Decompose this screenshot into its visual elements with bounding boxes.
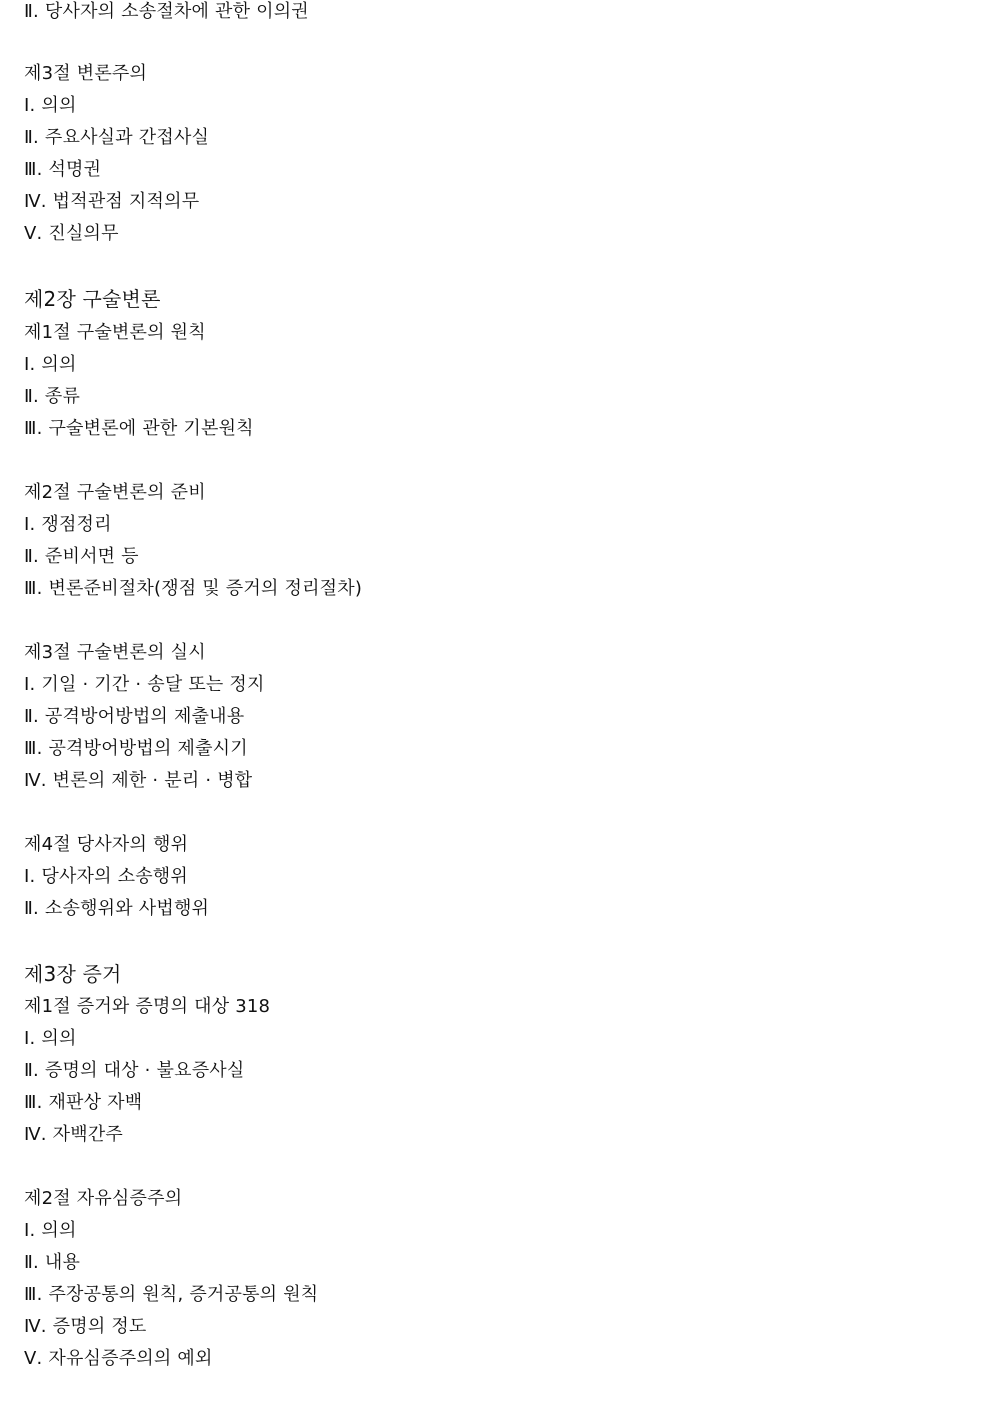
toc-item: Ⅱ. 공격방어방법의 제출내용 <box>24 706 245 727</box>
toc-item: Ⅲ. 재판상 자백 <box>24 1092 143 1113</box>
toc-item: Ⅳ. 증명의 정도 <box>24 1316 147 1337</box>
toc-item: Ⅱ. 준비서면 등 <box>24 546 139 567</box>
section-heading: 제1절 증거와 증명의 대상 318 <box>24 996 271 1017</box>
toc-item: Ⅲ. 변론준비절차(쟁점 및 증거의 정리절차) <box>24 578 363 599</box>
toc-item: Ⅰ. 기일 · 기간 · 송달 또는 정지 <box>24 674 265 695</box>
section-heading: 제2절 구술변론의 준비 <box>24 482 206 503</box>
toc-item: Ⅱ. 당사자의 소송절차에 관한 이의권 <box>24 1 309 22</box>
toc-item: Ⅳ. 자백간주 <box>24 1124 124 1145</box>
section-heading: 제4절 당사자의 행위 <box>24 834 189 855</box>
toc-item: Ⅲ. 석명권 <box>24 159 102 180</box>
section-heading: 제3절 구술변론의 실시 <box>24 642 206 663</box>
section-heading: 제2절 자유심증주의 <box>24 1188 183 1209</box>
toc-item: Ⅱ. 소송행위와 사법행위 <box>24 898 210 919</box>
toc-item: Ⅱ. 종류 <box>24 386 81 407</box>
toc-item: Ⅰ. 의의 <box>24 354 77 375</box>
toc-item: Ⅰ. 의의 <box>24 1220 77 1241</box>
chapter-heading: 제3장 증거 <box>24 962 122 986</box>
toc-item: Ⅲ. 구술변론에 관한 기본원칙 <box>24 418 254 439</box>
toc-item: Ⅰ. 의의 <box>24 1028 77 1049</box>
toc-item: Ⅱ. 내용 <box>24 1252 81 1273</box>
toc-item: Ⅳ. 변론의 제한 · 분리 · 병합 <box>24 770 253 791</box>
toc-item: Ⅰ. 의의 <box>24 95 77 116</box>
toc-item: Ⅴ. 진실의무 <box>24 223 119 244</box>
section-heading: 제1절 구술변론의 원칙 <box>24 322 206 343</box>
toc-item: Ⅰ. 쟁점정리 <box>24 514 112 535</box>
toc-item: Ⅰ. 당사자의 소송행위 <box>24 866 188 887</box>
toc-item: Ⅲ. 주장공통의 원칙, 증거공통의 원칙 <box>24 1284 319 1305</box>
toc-item: Ⅱ. 주요사실과 간접사실 <box>24 127 210 148</box>
section-heading: 제3절 변론주의 <box>24 63 148 84</box>
toc-item: Ⅳ. 법적관점 지적의무 <box>24 191 200 212</box>
chapter-heading: 제2장 구술변론 <box>24 287 161 311</box>
toc-item: Ⅱ. 증명의 대상 · 불요증사실 <box>24 1060 245 1081</box>
toc-item: Ⅲ. 공격방어방법의 제출시기 <box>24 738 248 759</box>
toc-item: Ⅴ. 자유심증주의의 예외 <box>24 1348 213 1369</box>
